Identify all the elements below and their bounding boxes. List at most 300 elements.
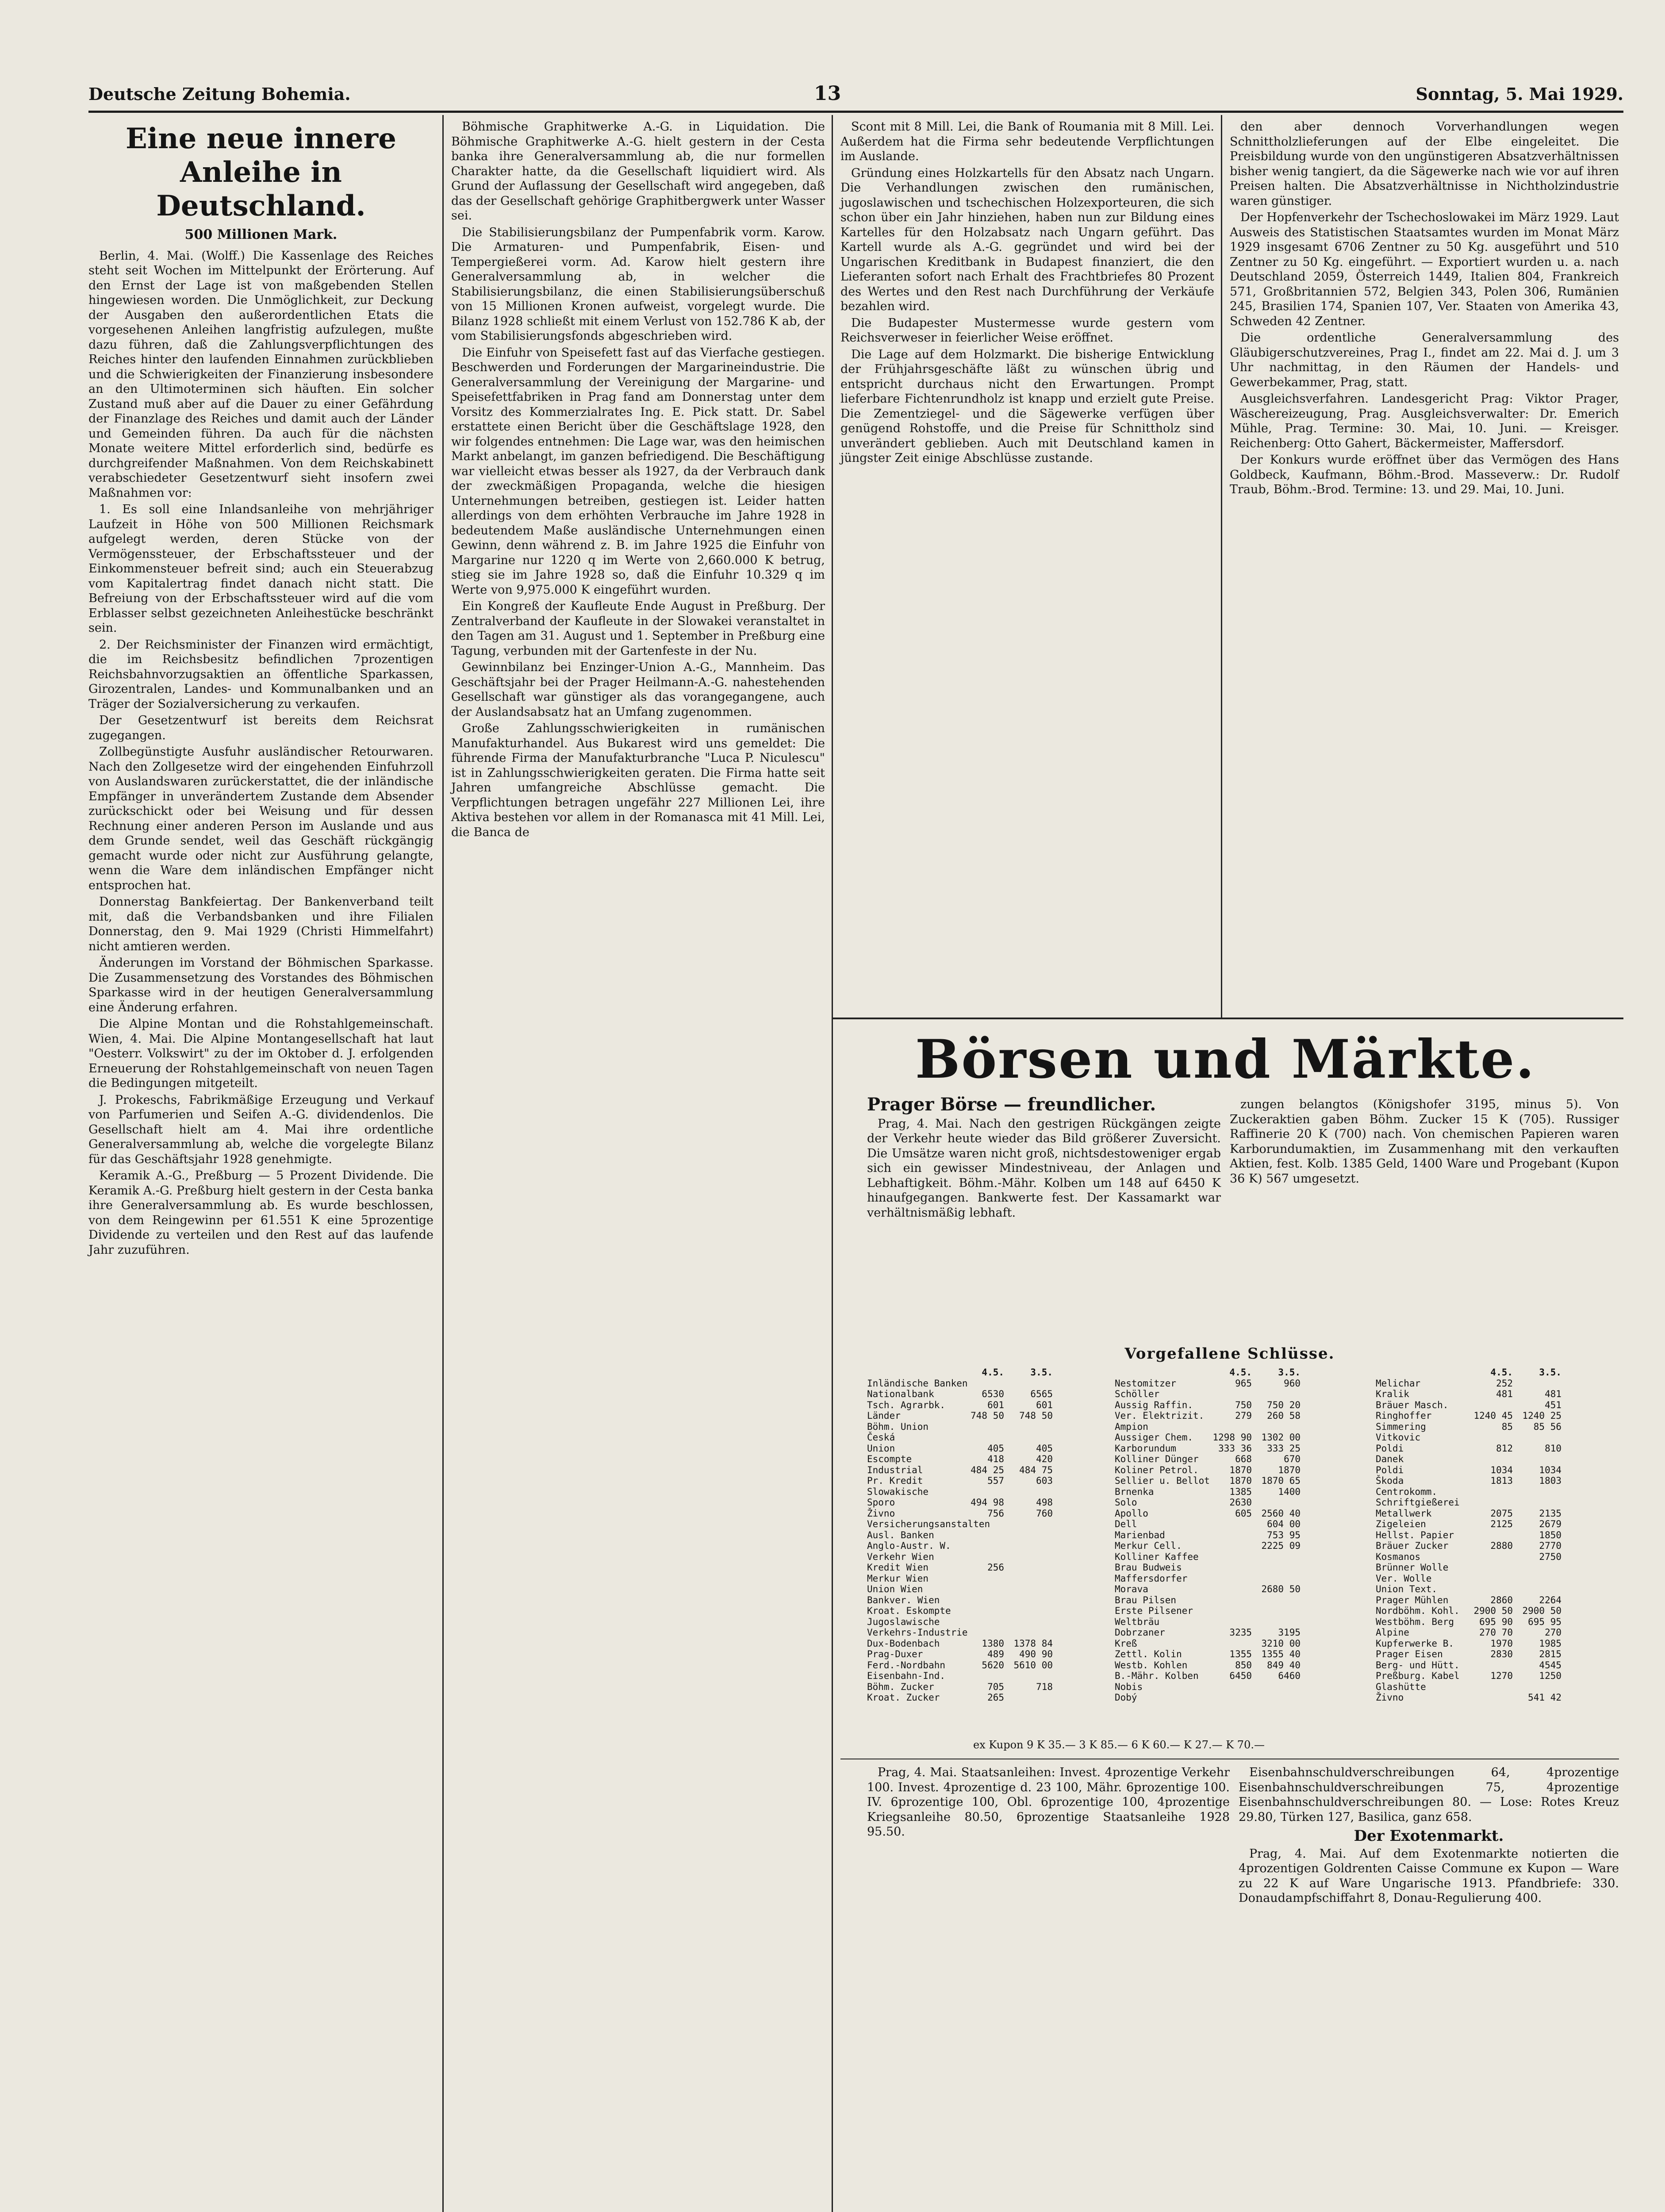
quote-value: 451: [1545, 1399, 1561, 1410]
security-name: Weltbräu: [1115, 1616, 1160, 1627]
table-row: [867, 1519, 1097, 1530]
quote-value: 2560 40: [1261, 1508, 1301, 1519]
security-name: Nationalbank: [867, 1389, 934, 1399]
table-row: [1115, 1475, 1354, 1486]
security-name: Glashütte: [1376, 1681, 1426, 1692]
table-row: [867, 1692, 1097, 1703]
security-name: Ver. Wolle: [1376, 1573, 1432, 1584]
security-name: Verkehr Wien: [867, 1551, 934, 1562]
table-row: [1376, 1475, 1623, 1486]
security-name: Centrokomm.: [1376, 1486, 1438, 1497]
table-row: [1376, 1508, 1623, 1519]
quote-value: 1034: [1539, 1464, 1561, 1475]
article-paragraph: Böhmische Graphitwerke A.-G. in Liquidation. Die Böhmische Graphitwerke A.-G. hielt gestern in der Cesta banka ihre Generalversammlung ab, die nur formellen Charakter hatte, da die Gesellschaft liquidiert wird. Als Grund der Auflassung der Gesellschaft wird angegeben, daß das der Gesellschaft gehörige Graphitbergwerk unter Wasser sei.: [451, 120, 825, 223]
quotes-table-2: [1115, 1367, 1354, 1756]
quote-value: 2225 09: [1261, 1540, 1301, 1551]
quotes-table-1: [867, 1367, 1097, 1756]
table-row: [867, 1540, 1097, 1551]
quote-value: 6530: [982, 1389, 1004, 1399]
table-row: [867, 1378, 1097, 1389]
table-row: [867, 1671, 1097, 1682]
quote-value: 1985: [1539, 1638, 1561, 1649]
article-paragraph: Die Budapester Mustermesse wurde gestern vom Reichsverweser in feierlicher Weise eröffnet.: [840, 316, 1214, 345]
table-row: [1115, 1454, 1354, 1465]
security-name: Merkur Cell.: [1115, 1540, 1182, 1551]
table-row: [867, 1508, 1097, 1519]
quote-value: 405: [1036, 1443, 1053, 1454]
quote-value: 484 75: [1019, 1464, 1053, 1475]
table-row: [1376, 1465, 1623, 1476]
table-row: [867, 1584, 1097, 1595]
quote-value: 333 36: [1218, 1443, 1252, 1454]
table-row: [1376, 1649, 1623, 1660]
security-name: Kroat. Eskompte: [867, 1605, 951, 1616]
quote-value: 490 90: [1019, 1649, 1053, 1659]
quote-value: 1380: [982, 1638, 1004, 1649]
table-row: [1115, 1584, 1354, 1595]
security-name: Slowakische: [867, 1486, 929, 1497]
article-paragraph: 2. Der Reichsminister der Finanzen wird ermächtigt, die im Reichsbesitz befindlichen 7prozentigen Reichsbahnvorzugsaktien an öffentliche Sparkassen, Girozentralen, Landes- und Kommunalbanken und an Träger der Sozialversicherung zu verkaufen.: [88, 637, 434, 711]
quote-value: 2900 50: [1473, 1605, 1513, 1616]
table-row: [1376, 1573, 1623, 1584]
table-row: [867, 1682, 1097, 1693]
table-row: [1376, 1638, 1623, 1649]
quote-value: 2630: [1229, 1497, 1252, 1508]
column-rule: [442, 115, 444, 2212]
exotic-market-heading: Der Exotenmarkt.: [1354, 1827, 1504, 1845]
security-name: Dobrzaner: [1115, 1627, 1165, 1638]
article-paragraph: den aber dennoch Vorverhandlungen wegen Schnittholzlieferungen auf der Elbe eingeleitet. Die Preisbildung wurde von den ungünstigeren Absatzverhältnissen bisher wenig tangiert, da die Sägewerke nach wie vor auf ihren Preisen halten. Die Absatzverhältnisse in Nichtholzindustrie waren günstiger.: [1230, 120, 1619, 208]
closed-trades-title: Vorgefallene Schlüsse.: [1124, 1345, 1335, 1363]
article-headline: Eine neue innere Anleihe in Deutschland.: [126, 122, 396, 223]
table-header-row: [867, 1367, 1097, 1378]
article-paragraph: Ein Kongreß der Kaufleute Ende August in Preßburg. Der Zentralverband der Kaufleute in der Slowakei veranstaltet in den Tagen am 31. August und 1. September in Preßburg eine Tagung, verbunden mit der Gartenfeste in der Nu.: [451, 599, 825, 658]
article-paragraph: Scont mit 8 Mill. Lei, die Bank of Roumania mit 8 Mill. Lei. Außerdem hat die Firma sehr bedeutende Verpflichtungen im Auslande.: [840, 120, 1214, 163]
table-row: [867, 1421, 1097, 1432]
security-name: Dell: [1115, 1519, 1137, 1529]
quote-value: 1240 25: [1522, 1410, 1561, 1421]
table-row: [1115, 1421, 1354, 1432]
quote-value: 748 50: [971, 1410, 1004, 1421]
security-name: Ferd.-Nordbahn: [867, 1659, 946, 1671]
security-name: Prager Eisen: [1376, 1649, 1443, 1659]
table-row: [1115, 1519, 1354, 1530]
security-name: Zettl. Kolin: [1115, 1649, 1182, 1659]
table-row: [1376, 1443, 1623, 1454]
table-row: [1376, 1497, 1623, 1508]
security-name: Kroat. Zucker: [867, 1692, 940, 1703]
security-name: Alpine: [1376, 1627, 1409, 1638]
security-name: Česká: [867, 1432, 895, 1443]
security-name: Westb. Kohlen: [1115, 1659, 1188, 1671]
quote-value: 2680 50: [1261, 1584, 1301, 1594]
table-row: [1115, 1617, 1354, 1628]
quote-value: 418: [987, 1454, 1004, 1464]
prague-exchange-report-cont: [1230, 1097, 1619, 1336]
article-paragraph: Keramik A.-G., Preßburg — 5 Prozent Dividende. Die Keramik A.-G. Preßburg hielt gestern in der Cesta banka ihre Generalversammlung ab. Es wurde beschlossen, von dem Reingewinn per 61.551 K eine 5prozentige Dividende zu verteilen und den Rest auf das laufende Jahr zuzuführen.: [88, 1169, 434, 1257]
table-row: [1376, 1595, 1623, 1606]
table-row: [867, 1551, 1097, 1563]
table-row: [1115, 1551, 1354, 1563]
article-subhead: 500 Millionen Mark.: [184, 227, 338, 242]
quote-value: 2880: [1490, 1540, 1513, 1551]
quote-value: 1250: [1539, 1671, 1561, 1681]
table-header-row: [1376, 1367, 1623, 1378]
quote-value: 668: [1235, 1454, 1252, 1464]
security-name: Anglo-Austr. W.: [867, 1540, 951, 1551]
table-row: [1115, 1573, 1354, 1584]
table-row: [867, 1389, 1097, 1400]
security-name: Škoda: [1376, 1475, 1404, 1486]
table-row: [1115, 1562, 1354, 1573]
table-row: [1115, 1530, 1354, 1541]
bond-text: Eisenbahnschuldverschreibungen 64, 4prozentige Eisenbahnschuldverschreibungen 75, 4prozentige Eisenbahnschuldverschreibungen 80. — Lose: Rotes Kreuz 29.80, Türken 127, Basilica, ganz 658.: [1239, 1766, 1619, 1824]
table-row: [867, 1573, 1097, 1584]
security-name: Escompte: [867, 1454, 912, 1464]
table-row: [1115, 1540, 1354, 1551]
article-paragraph: Die Einfuhr von Speisefett fast auf das Vierfache gestiegen. Beschwerden und Forderungen der Margarineindustrie. Die Generalversammlung der Vereinigung der Margarine- und Speisefettfabriken in Prag fand am Donnerstag unter dem Vorsitz des Kommerzialrates Ing. E. Pick statt. Dr. Sabel erstattete einen Bericht über die Geschäftslage 1928, den wir folgendes entnehmen: Die Lage war, was den heimischen Markt anbelangt, im ganzen befriedigend. Die Beschäftigung war vielleicht etwas besser als 1927, da der Verbrauch dank der zweckmäßigen Propaganda, welche die hiesigen Unternehmungen betreiben, gestiegen ist. Leider hatten allerdings von dem erhöhten Verbrauche im Jahre 1928 in bedeutendem Maße ausländische Unternehmungen einen Gewinn, denn während z. B. im Jahre 1925 die Einfuhr von Margarine nur 1220 q im Werte von 2,660.000 K betrug, stieg sie im Jahre 1928 so, daß die Einfuhr 10.329 q im Werte von 9,975.000 K eingeführt wurden.: [451, 346, 825, 597]
article-paragraph: 1. Es soll eine Inlandsanleihe von mehrjähriger Laufzeit in Höhe von 500 Millionen Reichsmark aufgelegt werden, deren Stücke von der Vermögenssteuer, der Erbschaftssteuer und der Einkommensteuer befreit sind; auch ein Steuerabzug vom Kapitalertrag findet danach nicht statt. Die Befreiung von der Erbschaftssteuer wird auf die vom Erblasser selbst gezeichneten Anleihestücke beschränkt sein.: [88, 503, 434, 635]
table-row: [1376, 1562, 1623, 1573]
quote-value: 333 25: [1267, 1443, 1301, 1454]
quote-value: 489: [987, 1649, 1004, 1659]
article-paragraph: Änderungen im Vorstand der Böhmischen Sparkasse. Die Zusammensetzung des Vorstandes des Böhmischen Sparkasse wird in der heutigen Generalversammlung eine Änderung erfahren.: [88, 956, 434, 1014]
security-name: Metallwerk: [1376, 1508, 1432, 1519]
quote-value: 849 40: [1267, 1659, 1301, 1671]
quote-value: 812: [1496, 1443, 1513, 1454]
security-name: Brünner Wolle: [1376, 1562, 1449, 1573]
security-name: Apollo: [1115, 1508, 1148, 1519]
quote-value: 748 50: [1019, 1410, 1053, 1421]
quote-value: 2135: [1539, 1508, 1561, 1519]
table-row: [1115, 1638, 1354, 1649]
quote-value: 270: [1545, 1627, 1561, 1638]
column-3: [840, 119, 1214, 1018]
quote-value: 270 70: [1479, 1627, 1513, 1638]
quote-value: 1240 45: [1473, 1410, 1513, 1421]
security-name: Dux-Bodenbach: [867, 1638, 940, 1649]
security-name: Versicherungsanstalten: [867, 1519, 990, 1529]
quote-value: 4545: [1539, 1659, 1561, 1671]
table-row: [867, 1400, 1097, 1411]
quote-value: 1850: [1539, 1529, 1561, 1540]
quote-value: 604 00: [1267, 1519, 1301, 1529]
quote-value: 494 98: [971, 1497, 1004, 1508]
security-name: Dobý: [1115, 1692, 1137, 1703]
article-paragraph: Die ordentliche Generalversammlung des Gläubigerschutzvereines, Prag I., findet am 22. Mai d. J. um 3 Uhr nachmittag, in den Räumen der Handels- und Gewerbekammer, Prag, statt.: [1230, 331, 1619, 389]
column-4: [1230, 119, 1619, 1018]
table-header-cell: 4.5.: [1229, 1367, 1252, 1378]
quote-value: 1034: [1490, 1464, 1513, 1475]
quote-value: 760: [1036, 1508, 1053, 1519]
table-row: [1115, 1692, 1354, 1703]
page-number: 13: [814, 82, 841, 105]
security-name: Kosmanos: [1376, 1551, 1421, 1562]
quote-value: 6460: [1278, 1671, 1301, 1681]
security-name: Berg- und Hütt.: [1376, 1659, 1460, 1671]
security-name: Bräuer Zucker: [1376, 1540, 1449, 1551]
table-row: [1115, 1389, 1354, 1400]
table-row: [1115, 1400, 1354, 1411]
table-row: [867, 1486, 1097, 1498]
table-row: [1376, 1486, 1623, 1498]
quote-value: 605: [1235, 1508, 1252, 1519]
security-name: Bankver. Wien: [867, 1594, 940, 1605]
security-name: Nobis: [1115, 1681, 1143, 1692]
table-row: [867, 1465, 1097, 1476]
newspaper-name: Deutsche Zeitung Bohemia.: [88, 84, 351, 104]
quote-value: 557: [987, 1475, 1004, 1486]
quote-value: 2075: [1490, 1508, 1513, 1519]
quote-value: 1870: [1229, 1475, 1252, 1486]
table-row: [1376, 1378, 1623, 1389]
state-loans-text: Prag, 4. Mai. Staatsanleihen: Invest. 4prozentige Verkehr 100. Invest. 4prozentige d. 23 100, Mähr. 6prozentige 100. IV. 6prozentige 100, Obl. 6prozentige 100, 4prozentige Kriegsanleihe 80.50, 6prozentige Staatsanleihe 1928 95.50.: [867, 1766, 1230, 1839]
table-row: [1376, 1400, 1623, 1411]
security-name: Simmering: [1376, 1421, 1426, 1432]
security-name: Sellier u. Bellot: [1115, 1475, 1210, 1486]
column-rule: [1221, 115, 1222, 1018]
security-name: Prager Mühlen: [1376, 1594, 1449, 1605]
table-row: [1376, 1617, 1623, 1628]
quote-value: 1870: [1278, 1464, 1301, 1475]
table-row: [1115, 1627, 1354, 1638]
article-paragraph: Große Zahlungsschwierigkeiten in rumänischen Manufakturhandel. Aus Bukarest wird uns gemeldet: Die führende Firma der Manufakturbranche "Luca P. Niculescu" ist in Zahlungsschwierigkeiten geraten. Die Firma hatte seit Jahren umfangreiche Abschlüsse gemacht. Die Verpflichtungen betragen ungefähr 227 Millionen Lei, ihre Aktiva bestehen vor allem in der Romanasca mit 41 Mill. Lei, die Banca de: [451, 722, 825, 839]
quote-value: 601: [987, 1399, 1004, 1410]
table-row: [1376, 1389, 1623, 1400]
security-name: Westböhm. Berg: [1376, 1616, 1454, 1627]
quote-value: 252: [1496, 1378, 1513, 1389]
quote-value: 3210 00: [1261, 1638, 1301, 1649]
table-header-cell: 3.5.: [1030, 1367, 1053, 1378]
security-name: Merkur Wien: [867, 1573, 929, 1584]
quote-value: 695 95: [1528, 1616, 1561, 1627]
table-row: [867, 1530, 1097, 1541]
quote-value: 1270: [1490, 1671, 1513, 1681]
security-name: Verkehrs-Industrie: [867, 1627, 968, 1638]
table-row: [867, 1443, 1097, 1454]
table-row: [867, 1605, 1097, 1617]
article-paragraph: Zollbegünstigte Ausfuhr ausländischer Retourwaren. Nach den Zollgesetze wird der eingehenden Einfuhrzoll von Auslandswaren zurückerstattet, die der inländische Empfänger in unverändertem Zustande dem Absender zurückschickt oder bei Weisung und für dessen Rechnung einer anderen Person im Auslande und aus dem Grunde sendet, weil das Geschäft rückgängig gemacht wurde oder nicht zur Ausführung gelangte, wenn die Ware dem inländischen Empfänger nicht entsprochen hat.: [88, 745, 434, 892]
table-row: [1115, 1671, 1354, 1682]
quote-value: 3195: [1278, 1627, 1301, 1638]
quote-value: 1385: [1229, 1486, 1252, 1497]
quote-value: 1378 84: [1013, 1638, 1053, 1649]
quote-value: 1400: [1278, 1486, 1301, 1497]
table-row: [1115, 1410, 1354, 1421]
security-name: Melichar: [1376, 1378, 1421, 1389]
quote-value: 1355: [1229, 1649, 1252, 1659]
quote-value: 756: [987, 1508, 1004, 1519]
issue-date: Sonntag, 5. Mai 1929.: [1416, 84, 1623, 104]
quote-value: 5610 00: [1013, 1659, 1053, 1671]
security-name: Ver. Elektrizit.: [1115, 1410, 1205, 1421]
prague-exchange-text: Prag, 4. Mai. Nach den gestrigen Rückgängen zeigte der Verkehr heute wieder das Bild größerer Zuversicht. Die Umsätze waren nicht groß, nichtsdestoweniger ergab sich ein gewisser Mindestniveau, der Anlagen und Lebhaftigkeit. Böhm.-Mähr. Kolben um 148 auf 6450 K hinaufgegangen. Bankwerte fest. Der Kassamarkt war verhältnismäßig lebhaft.: [867, 1117, 1221, 1220]
quote-value: 2815: [1539, 1649, 1561, 1659]
quote-value: 695 90: [1479, 1616, 1513, 1627]
table-row: [1115, 1486, 1354, 1498]
security-name: Jugoslawische: [867, 1616, 940, 1627]
quote-value: 603: [1036, 1475, 1053, 1486]
security-name: Živno: [867, 1508, 895, 1519]
security-name: Kredit Wien: [867, 1562, 929, 1573]
table-row: [1376, 1432, 1623, 1443]
quote-value: 2900 50: [1522, 1605, 1561, 1616]
security-name: Hellst. Papier: [1376, 1529, 1454, 1540]
table-row: [1115, 1649, 1354, 1660]
table-row: [867, 1638, 1097, 1649]
quote-value: 484 25: [971, 1464, 1004, 1475]
security-name: Kolliner Kaffee: [1115, 1551, 1199, 1562]
quote-value: 481: [1545, 1389, 1561, 1399]
table-row: [1115, 1508, 1354, 1519]
quote-value: 1970: [1490, 1638, 1513, 1649]
quote-value: 2860: [1490, 1594, 1513, 1605]
security-name: Inländische Banken: [867, 1378, 968, 1389]
table-row: [867, 1562, 1097, 1573]
quote-value: 1355 40: [1261, 1649, 1301, 1659]
table-row: [867, 1497, 1097, 1508]
security-name: Zigeleien: [1376, 1519, 1426, 1529]
column-2: [451, 119, 825, 2212]
security-name: Brau Pilsen: [1115, 1594, 1177, 1605]
table-row: [1376, 1551, 1623, 1563]
quote-value: 420: [1036, 1454, 1053, 1464]
security-name: Koliner Petrol.: [1115, 1464, 1199, 1475]
security-name: Marienbad: [1115, 1529, 1165, 1540]
quote-value: 810: [1545, 1443, 1561, 1454]
table-row: [867, 1432, 1097, 1443]
quote-value: 6450: [1229, 1671, 1252, 1681]
security-name: Union Wien: [867, 1584, 923, 1594]
article-paragraph: Der Gesetzentwurf ist bereits dem Reichsrat zugegangen.: [88, 714, 434, 742]
table-row: [867, 1454, 1097, 1465]
security-name: Schriftgießerei: [1376, 1497, 1460, 1508]
table-row: [1376, 1671, 1623, 1682]
table-row: [1376, 1692, 1623, 1703]
table-row: [1115, 1682, 1354, 1693]
table-row: [867, 1410, 1097, 1421]
security-name: Erste Pilsener: [1115, 1605, 1193, 1616]
quote-value: 265: [987, 1692, 1004, 1703]
table-header-cell: 4.5.: [982, 1367, 1004, 1378]
table-row: [1376, 1540, 1623, 1551]
quote-value: 6565: [1030, 1389, 1053, 1399]
security-name: Danek: [1376, 1454, 1404, 1464]
table-row: [1115, 1605, 1354, 1617]
exotic-market-text: Prag, 4. Mai. Auf dem Exotenmarkte notierten die 4prozentigen Goldrenten Caisse Commune ex Kupon — Ware zu 22 K auf Ware Ungarische 1913. Pfandbriefe: 330. Donaudampfschiffahrt 8, Donau-Regulierung 400.: [1239, 1847, 1619, 1905]
security-name: Maffersdorfer: [1115, 1573, 1188, 1584]
table-row: [1376, 1605, 1623, 1617]
quote-value: 965: [1235, 1378, 1252, 1389]
markets-title: Börsen und Märkte.: [915, 1028, 1536, 1091]
table-row: [1376, 1627, 1623, 1638]
security-name: Preßburg. Kabel: [1376, 1671, 1460, 1681]
security-name: Solo: [1115, 1497, 1137, 1508]
article-paragraph: Die Alpine Montan und die Rohstahlgemeinschaft. Wien, 4. Mai. Die Alpine Montangesellschaft hat laut "Oesterr. Volkswirt" zu der im Oktober d. J. erfolgenden Erneuerung der Rohstahlgemeinschaft von neuen Tagen die Bedingungen mitgeteilt.: [88, 1017, 434, 1090]
quote-value: 3235: [1229, 1627, 1252, 1638]
quote-value: 1302 00: [1261, 1432, 1301, 1443]
quote-value: 2750: [1539, 1551, 1561, 1562]
article-paragraph: Ausgleichsverfahren. Landesgericht Prag: Viktor Prager, Wäschereizeugung, Prag. Ausgleichsverwalter: Dr. Emerich Mühle, Prag. Termine: 30. Mai, 10. Juni. — Kreisger. Reichenberg: Otto Gahert, Bäckermeister, Maffersdorf.: [1230, 392, 1619, 450]
quote-value: 1870: [1229, 1464, 1252, 1475]
security-name: Kralik: [1376, 1389, 1409, 1399]
quote-value: 718: [1036, 1681, 1053, 1692]
exotic-market-report: [1239, 1765, 1619, 2212]
security-name: Eisenbahn-Ind.: [867, 1671, 946, 1681]
quote-value: 2125: [1490, 1519, 1513, 1529]
table-row: [1376, 1530, 1623, 1541]
table-row: [1376, 1410, 1623, 1421]
quote-value: 2264: [1539, 1594, 1561, 1605]
quote-value: 85: [1501, 1421, 1513, 1432]
table-row: [867, 1595, 1097, 1606]
quote-value: 670: [1284, 1454, 1301, 1464]
security-name: Kupferwerke B.: [1376, 1638, 1454, 1649]
security-name: Ausl. Banken: [867, 1529, 934, 1540]
table-row: [867, 1660, 1097, 1671]
table-row: [1376, 1519, 1623, 1530]
quote-value: 85 56: [1533, 1421, 1561, 1432]
table-row: [1115, 1443, 1354, 1454]
security-name: Prag-Duxer: [867, 1649, 923, 1659]
prague-exchange-report: [867, 1094, 1221, 1336]
security-name: Poldi: [1376, 1464, 1404, 1475]
column-rule: [832, 1018, 833, 2212]
quote-value: 750 20: [1267, 1399, 1301, 1410]
table-row: [867, 1475, 1097, 1486]
quote-value: 960: [1284, 1378, 1301, 1389]
security-name: B.-Mähr. Kolben: [1115, 1671, 1199, 1681]
prague-exchange-heading: Prager Börse — freundlicher.: [867, 1094, 1156, 1115]
security-name: Bräuer Masch.: [1376, 1399, 1449, 1410]
quote-value: 1813: [1490, 1475, 1513, 1486]
table-row: [1376, 1454, 1623, 1465]
article-paragraph: Gründung eines Holzkartells für den Absatz nach Ungarn. Die Verhandlungen zwischen den rumänischen, jugoslawischen und tschechischen Holzexporteuren, die sich schon über ein Jahr hinziehen, haben nun zur Bildung eines Kartelles für den Holzabsatz nach Ungarn geführt. Das Kartell wurde als A.-G. gegründet und wird bei der Ungarischen Kreditbank in Budapest finanziert, die den Lieferanten sofort nach Erhalt des Frachtbriefes 80 Prozent des Wertes und den Rest nach Durchführung der Verkäufe bezahlen wird.: [840, 166, 1214, 313]
quote-value: 5620: [982, 1659, 1004, 1671]
article-paragraph: Der Hopfenverkehr der Tschechoslowakei im März 1929. Laut Ausweis des Statistischen Staatsamtes wurden im Monat März 1929 insgesamt 6706 Zentner zu 50 Kg. ausgeführt und 510 Zentner zu 50 Kg. eingeführt. — Exportiert wurden u. a. nach Deutschland 2059, Österreich 1449, Italien 804, Frankreich 571, Großbritannien 572, Belgien 343, Polen 306, Rumänien 245, Brasilien 174, Spanien 107, Ver. Staaten von Amerika 43, Schweden 42 Zentner.: [1230, 211, 1619, 328]
article-paragraph: Donnerstag Bankfeiertag. Der Bankenverband teilt mit, daß die Verbandsbanken und ihre Filialen Donnerstag, den 9. Mai 1929 (Christi Himmelfahrt) nicht amtieren werden.: [88, 895, 434, 953]
section-divider: [832, 1018, 1623, 1019]
quote-value: 279: [1235, 1410, 1252, 1421]
table-row: [1115, 1660, 1354, 1671]
security-name: Živno: [1376, 1692, 1404, 1703]
article-paragraph: J. Prokeschs, Fabrikmäßige Erzeugung und Verkauf von Parfumerien und Seifen A.-G. dividendenlos. Die Gesellschaft hielt am 4. Mai ihre ordentliche Generalversammlung ab, welche die vorgelegte Bilanz für das Geschäftsjahr 1928 genehmigte.: [88, 1093, 434, 1166]
column-1: [88, 119, 434, 2212]
table-row: [1376, 1421, 1623, 1432]
security-name: Böhm. Zucker: [867, 1681, 934, 1692]
table-header-cell: 3.5.: [1539, 1367, 1561, 1378]
security-name: Aussiger Chem.: [1115, 1432, 1193, 1443]
state-loans-report: [867, 1765, 1230, 2212]
quote-value: 1870 65: [1261, 1475, 1301, 1486]
quote-value: 1803: [1539, 1475, 1561, 1486]
quote-value: 753 95: [1267, 1529, 1301, 1540]
security-name: Nordböhm. Kohl.: [1376, 1605, 1460, 1616]
quote-value: 541 42: [1528, 1692, 1561, 1703]
security-name: Union Text.: [1376, 1584, 1438, 1594]
security-name: Aussig Raffin.: [1115, 1399, 1193, 1410]
prague-exchange-text-cont: zungen belangtos (Königshofer 3195, minus 5). Von Zuckeraktien gaben Böhm. Zucker 15 K (705). Russiger Raffinerie 20 K (700) nach. Von chemischen Papieren waren Karborundumaktien, im Zusammenhang mit den verkauften Aktien, fest. Kolb. 1385 Geld, 1400 Ware und Progebant (Kupon 36 K) 567 umgesetzt.: [1230, 1098, 1619, 1186]
security-name: Länder: [867, 1410, 901, 1421]
quote-value: 2679: [1539, 1519, 1561, 1529]
column-rule: [832, 115, 833, 1018]
table-row: [1115, 1595, 1354, 1606]
security-name: Poldi: [1376, 1443, 1404, 1454]
security-name: Brnenka: [1115, 1486, 1154, 1497]
table-row: [1115, 1378, 1354, 1389]
masthead: [88, 84, 1623, 113]
quote-value: 498: [1036, 1497, 1053, 1508]
